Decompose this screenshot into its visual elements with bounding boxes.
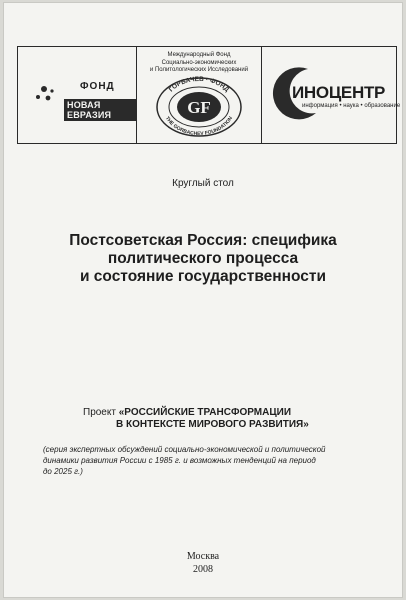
logo-bar (17, 46, 401, 144)
project-label: Проект (83, 407, 116, 418)
project-info (83, 407, 383, 431)
new-eurasia-name: НОВАЯ ЕВРАЗИЯ (64, 99, 136, 121)
publication-year: 2008 (193, 564, 213, 575)
new-eurasia-emblem-icon (24, 71, 64, 111)
publication-place (3, 550, 403, 576)
title-line: политического процесса (107, 250, 299, 267)
new-eurasia-fond-label: ФОНД (80, 81, 115, 92)
inocenter-name: ИНОЦЕНТР (292, 83, 386, 102)
series-line: до 2025 г.) (43, 467, 83, 476)
gorbachev-caption-line: Социально-экономических (161, 59, 237, 66)
project-name-line2: В КОНТЕКСТЕ МИРОВОГО РАЗВИТИЯ» (116, 419, 309, 430)
gorbachev-caption-line: и Политологических Исследований (149, 67, 249, 73)
event-type: Круглый стол (172, 178, 234, 189)
title-line: и состояние государственности (79, 268, 327, 285)
series-description (43, 444, 383, 477)
series-line: динамики развития России с 1985 г. и возможных тенденций на период (43, 456, 316, 465)
document-title (3, 232, 403, 286)
gorbachev-foundation-caption (141, 52, 257, 75)
gorbachev-foundation-emblem-icon (155, 76, 243, 138)
gorbachev-ring-top-text: ГОРБАЧЕВ · ФОНД (167, 76, 231, 94)
logo-new-eurasia (18, 47, 136, 143)
project-name-line1: «РОССИЙСКИЕ ТРАНСФОРМАЦИИ (118, 407, 292, 418)
logo-inocenter (261, 47, 401, 143)
gorbachev-caption-line: Международный Фонд (167, 52, 231, 58)
city-name: Москва (186, 551, 220, 562)
gorbachev-ring-bottom-text: THE GORBACHEV FOUNDATION (163, 115, 235, 138)
document-page (3, 2, 403, 598)
series-line: (серия экспертных обсуждений социально-экономической и политической (43, 445, 326, 454)
gorbachev-monogram: GF (187, 98, 211, 117)
title-line: Постсоветская Россия: специфика (69, 232, 337, 249)
inocenter-tagline: информация • наука • образование (302, 103, 401, 109)
svg-text:ГОРБАЧЕВ · ФОНД (168, 76, 231, 94)
logo-gorbachev-foundation (136, 47, 261, 143)
